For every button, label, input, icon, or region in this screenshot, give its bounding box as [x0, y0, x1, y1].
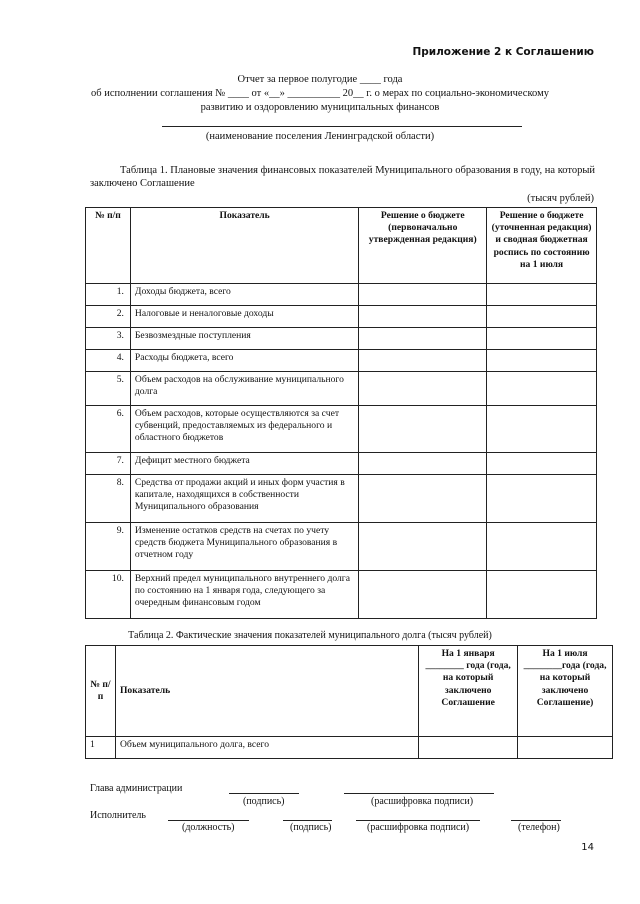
- row-initial-value[interactable]: [359, 284, 487, 306]
- row-number: 3.: [86, 328, 131, 350]
- row-initial-value[interactable]: [359, 306, 487, 328]
- exec-phone-line: [511, 820, 561, 821]
- table1-row: [86, 372, 597, 406]
- table1-row: [86, 406, 597, 453]
- exec-sign-caption: (подпись): [290, 822, 332, 833]
- head-name-caption: (расшифровка подписи): [371, 796, 474, 807]
- row-updated-value[interactable]: [487, 523, 597, 571]
- table2-col-indicator: Показатель: [115, 646, 418, 737]
- table1-row: [86, 306, 597, 328]
- row-initial-value[interactable]: [359, 350, 487, 372]
- table1-col-updated: Решение о бюджете (уточненная редакция) и сводная бюджетная роспись по состоянию на 1 июля: [487, 208, 597, 284]
- table1-intro: Таблица 1. Плановые значения финансовых показателей Муниципального образования в году, на который заключено Соглашение: [90, 165, 595, 189]
- row-initial-value[interactable]: [359, 523, 487, 571]
- row-indicator: Налоговые и неналоговые доходы: [130, 306, 358, 328]
- row-indicator: Объем муниципального долга, всего: [115, 737, 418, 759]
- row-initial-value[interactable]: [359, 406, 487, 453]
- table1-row: [86, 571, 597, 619]
- exec-name-line: [356, 820, 480, 821]
- row-updated-value[interactable]: [487, 406, 597, 453]
- table1-row: [86, 328, 597, 350]
- row-updated-value[interactable]: [487, 306, 597, 328]
- exec-position-caption: (должность): [182, 822, 235, 833]
- row-indicator: Объем расходов на обслуживание муниципального долга: [130, 372, 358, 406]
- row-indicator: Дефицит местного бюджета: [130, 453, 358, 475]
- table1-col-initial: Решение о бюджете (первоначально утвержденная редакция): [359, 208, 487, 284]
- exec-phone-caption: (телефон): [518, 822, 560, 833]
- row-number: 10.: [86, 571, 131, 619]
- table2-header-row: [86, 646, 613, 737]
- row-indicator: Безвозмездные поступления: [130, 328, 358, 350]
- row-updated-value[interactable]: [487, 372, 597, 406]
- head-label: Глава администрации: [90, 783, 183, 794]
- exec-name-caption: (расшифровка подписи): [367, 822, 470, 833]
- row-number: 5.: [86, 372, 131, 406]
- executor-label: Исполнитель: [90, 810, 146, 821]
- row-jan-value[interactable]: [419, 737, 518, 759]
- row-initial-value[interactable]: [359, 372, 487, 406]
- row-updated-value[interactable]: [487, 571, 597, 619]
- row-indicator: Верхний предел муниципального внутреннего долга по состоянию на 1 января года, следующего за очередным финансовым годом: [130, 571, 358, 619]
- row-updated-value[interactable]: [487, 284, 597, 306]
- page-number: 14: [581, 842, 594, 853]
- row-jul-value[interactable]: [518, 737, 613, 759]
- row-updated-value[interactable]: [487, 453, 597, 475]
- row-indicator: Средства от продажи акций и иных форм участия в капитале, находящихся в собственности Муниципального образования: [130, 475, 358, 523]
- table1: [85, 207, 597, 619]
- row-number: 1: [86, 737, 116, 759]
- table1-row: [86, 284, 597, 306]
- row-initial-value[interactable]: [359, 571, 487, 619]
- head-name-line: [344, 793, 494, 794]
- report-subtitle-line-1: об исполнении соглашения № ____ от «__» __________ 20__ г. о мерах по социально-экономическому: [91, 88, 549, 99]
- report-subtitle-line-2: развитию и оздоровлению муниципальных финансов: [200, 102, 440, 113]
- row-number: 6.: [86, 406, 131, 453]
- head-sign-line: [229, 793, 299, 794]
- table2: [85, 645, 613, 759]
- row-initial-value[interactable]: [359, 328, 487, 350]
- appendix-title: Приложение 2 к Соглашению: [412, 46, 594, 58]
- table1-col-num: № п/п: [86, 208, 131, 284]
- table1-units: (тысяч рублей): [527, 193, 594, 204]
- row-updated-value[interactable]: [487, 328, 597, 350]
- settlement-name-line: [162, 126, 522, 127]
- settlement-name-caption: (наименование поселения Ленинградской области): [205, 131, 435, 142]
- row-number: 4.: [86, 350, 131, 372]
- row-indicator: Доходы бюджета, всего: [130, 284, 358, 306]
- table2-col-jul: На 1 июля ________года (года, на который заключено Соглашение): [518, 646, 613, 737]
- table1-row: [86, 523, 597, 571]
- report-title: Отчет за первое полугодие ____ года: [237, 74, 403, 85]
- row-indicator: Изменение остатков средств на счетах по учету средств бюджета Муниципального образования в отчетном году: [130, 523, 358, 571]
- table2-col-num: № п/п: [86, 646, 116, 737]
- exec-position-line: [168, 820, 249, 821]
- row-initial-value[interactable]: [359, 475, 487, 523]
- row-initial-value[interactable]: [359, 453, 487, 475]
- row-number: 9.: [86, 523, 131, 571]
- head-sign-caption: (подпись): [243, 796, 285, 807]
- table1-row: [86, 350, 597, 372]
- row-indicator: Расходы бюджета, всего: [130, 350, 358, 372]
- row-number: 8.: [86, 475, 131, 523]
- table1-col-indicator: Показатель: [130, 208, 358, 284]
- row-updated-value[interactable]: [487, 475, 597, 523]
- row-indicator: Объем расходов, которые осуществляются за счет субвенций, предоставляемых из федерального и областного бюджетов: [130, 406, 358, 453]
- table2-row: [86, 737, 613, 759]
- row-number: 1.: [86, 284, 131, 306]
- exec-sign-line: [283, 820, 332, 821]
- row-number: 2.: [86, 306, 131, 328]
- table2-title: Таблица 2. Фактические значения показателей муниципального долга (тысяч рублей): [128, 630, 492, 641]
- table1-header-row: [86, 208, 597, 284]
- table2-col-jan: На 1 января ________ года (года, на который заключено Соглашение: [419, 646, 518, 737]
- row-number: 7.: [86, 453, 131, 475]
- table1-row: [86, 453, 597, 475]
- row-updated-value[interactable]: [487, 350, 597, 372]
- table1-row: [86, 475, 597, 523]
